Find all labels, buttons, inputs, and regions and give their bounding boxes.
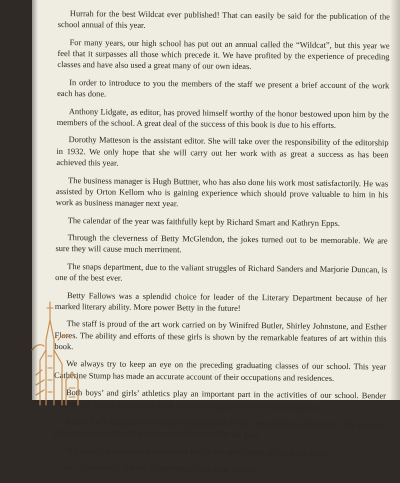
paragraph-10: Betty Fallows was a splendid choice for leader of the Literary Department because of her marked literary ability. More power Betty in the future! [54,290,388,313]
paragraph-12: We always try to keep an eye on the preceding graduating classes of our school. This year Catherine Stump has made an accurate account of their occupations and residences. [54,359,387,383]
paragraph-4: Anthony Lidgate, as editor, has proved himself worthy of the honor bestowed upon him by the members of the school. A great deal of the success of this book is due to his efforts. [56,106,389,130]
paragraph-3: In order to introduce to you the members of the staff we present a brief account of the work each has done. [57,77,390,99]
article-body [53,8,390,483]
paragraph-2: For many years, our high school has put out an annual called the “Wildcat”, but this year we feel that it surpasses all those which precede it. We have profited by the experience of preceding classes and have also used a great many of our own ideas. [57,37,390,72]
paragraph-16-partial: M... Christoph... and Mr. Eichelberger have done wonder [65,463,257,475]
paragraph-7: The calendar of the year was faithfully kept by Richard Smart and Kathryn Epps. [67,215,340,228]
paragraph-13: Both boys’ and girls’ athletics play an important part in the activities of our school. Bender Mange and Mavis Erwin have made an interesting survey of the various sports. [53,388,386,412]
paragraph-14: Arthur Lack has given invaluable help as head of the Organizations department. His constant pressure and tact in calling for material has won him his goal. [53,417,386,440]
spine-shadow [32,0,38,400]
yearbook-page [32,0,400,475]
paragraph-5: Dorothy Matteson is the assistant editor. She will take over the responsibility of the editorship in 1932. We only hope that she will carry out her work with as great a success as has been achieved this year. [56,135,389,168]
church-tower-illustration [32,280,92,405]
page-title [32,0,400,1]
paragraph-9: The snaps department, due to the valiant struggles of Richard Sanders and Marjorie Duncan, is one of the best ever. [55,261,388,283]
paragraph-11: The staff is proud of the art work carried on by Winifred Butler, Shirley Johnstone, and Esther Flores. The ability and efforts of these girls is shown by the remarkable features of art within this book. [54,319,387,352]
paragraph-8: Through the cleverness of Betty McGlendon, the jokes turned out to be memorable. We are sure they will cause much merriment. [55,233,388,255]
paragraph-15: The faculty also played an important part in the publication of this book. Mrs. [65,445,327,458]
page-edge-shadow [390,0,400,400]
paragraph-6: The business manager is Hugh Buttner, who has also done his work most satisfactorily. He was assisted by Orton Kellom who is gaining experience which should prove valuable to him in his work as business manager next year. [55,175,389,209]
paragraph-1: Hurrah for the best Wildcat ever published! That can easily be said for the publication of the school annual of this year. [57,9,390,31]
